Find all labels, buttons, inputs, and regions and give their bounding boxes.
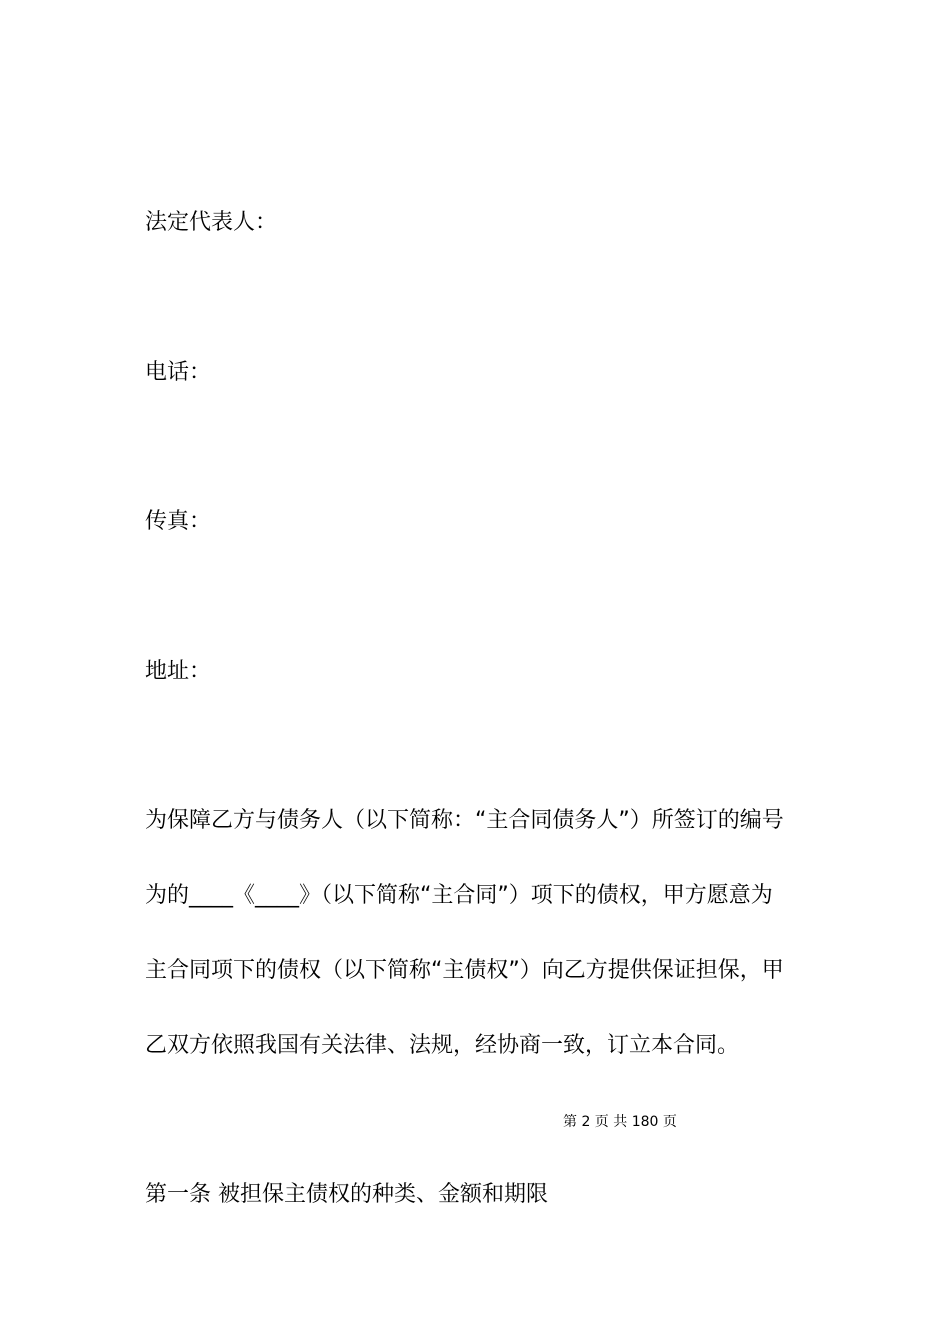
- paragraph-line: 主合同项下的债权（以下简称“主债权”）向乙方提供保证担保，甲: [145, 958, 784, 983]
- legal-rep-label: 法定代表人：: [145, 210, 278, 235]
- phone-label: 电话：: [145, 360, 212, 385]
- address-label: 地址：: [145, 659, 212, 684]
- section-heading: 第一条 被担保主债权的种类、金额和期限: [145, 1182, 548, 1207]
- paragraph-line: 乙双方依照我国有关法律、法规，经协商一致，订立本合同。: [145, 1033, 740, 1058]
- fax-label: 传真：: [145, 509, 212, 534]
- paragraph-line: 为的____《____》（以下简称“主合同”）项下的债权，甲方愿意为: [145, 883, 773, 908]
- page-number-footer: 第 2 页 共 180 页: [563, 1114, 677, 1130]
- paragraph-line: 为保障乙方与债务人（以下简称：“主合同债务人”）所签订的编号: [145, 808, 784, 833]
